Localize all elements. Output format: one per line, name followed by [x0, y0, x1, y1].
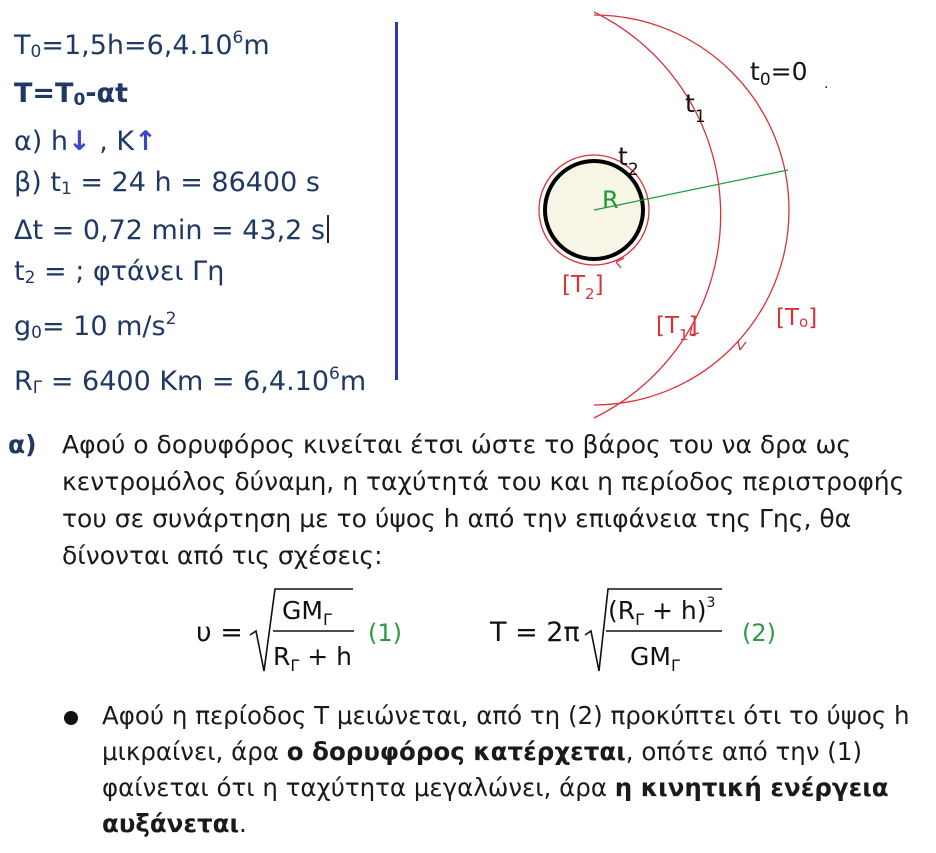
given-line-2: $T=T_0-\alpha t$	[14, 78, 128, 110]
f1-denominator: $R_\Gamma + h$	[273, 642, 352, 675]
f2-lhs: T = 2π	[490, 617, 580, 648]
label-T2: $[T_2]$	[562, 272, 604, 303]
f2-tag: (2)	[742, 619, 776, 647]
section-a-label: α)	[8, 430, 37, 459]
f1-lhs: υ =	[196, 617, 243, 648]
f1-tag: (1)	[368, 619, 402, 647]
section-a-paragraph: Αφού ο δορυφόρος κινείται έτσι ώστε το βάρος του να δρα ως κεντρομόλος δύναμη, η ταχύτητά του και η περίοδος περιστροφής του σε συνάρτηση με το ύψος h από την επιφάνεια της Γης, θα δίνονται από τις σχέσεις:	[62, 430, 905, 570]
arrow-up-icon: ↑	[134, 126, 157, 157]
label-t1: $t_1$	[685, 89, 706, 127]
given-line-3: α) h↓ , K↑	[14, 126, 157, 157]
given-line-8: $R_\Gamma = 6400$ $Km = 6,4.10^6m$	[14, 364, 367, 398]
bullet-conclusion	[60, 698, 930, 842]
given-line-5: Δt = 0,72 min = 43,2 s	[14, 210, 366, 251]
label-t0: $t_0=0$	[750, 57, 808, 90]
dot-mark: .	[824, 76, 829, 92]
given-data	[14, 18, 366, 409]
f2-numerator: $(R_\Gamma + h)^3$	[608, 595, 716, 629]
given-line-6: $t_2$ = ; φτάνει Γη	[14, 256, 225, 288]
formula-drawing	[0, 585, 936, 680]
divider-line	[395, 22, 398, 380]
label-T1: $[T_1]$	[656, 313, 698, 344]
section-a	[8, 426, 933, 574]
f2-denominator: $GM_\Gamma$	[630, 642, 680, 675]
f1-numerator: $GM_\Gamma$	[282, 596, 332, 629]
text-cursor	[327, 215, 329, 243]
arrow-down-icon: ↓	[68, 126, 91, 157]
orbit-diagram	[400, 0, 936, 420]
bullet-icon	[64, 711, 78, 725]
label-T0: [To]	[776, 305, 818, 331]
given-line-4: β) $t_1 = 24$ h = 86400 s	[14, 167, 320, 199]
formulas	[0, 585, 936, 680]
given-line-7: $g_0= 10$ $m/s^2$	[14, 309, 177, 343]
orbit-arrow-t0-icon	[738, 341, 746, 350]
bullet-text: Αφού η περίοδος T μειώνεται, από τη (2) προκύπτει ότι το ύψος h μικραίνει, άρα ο δορυφόρος κατέρχεται, οπότε από την (1) φαίνεται ότι η ταχύτητα μεγαλώνει, άρα η κινητική ενέργεια αυξάνεται.	[102, 701, 910, 838]
label-R: R	[602, 186, 619, 214]
given-line-1: $T_0=1,5h=6,4.10^6m$	[14, 28, 270, 62]
label-t2: $t_2$	[618, 142, 639, 180]
